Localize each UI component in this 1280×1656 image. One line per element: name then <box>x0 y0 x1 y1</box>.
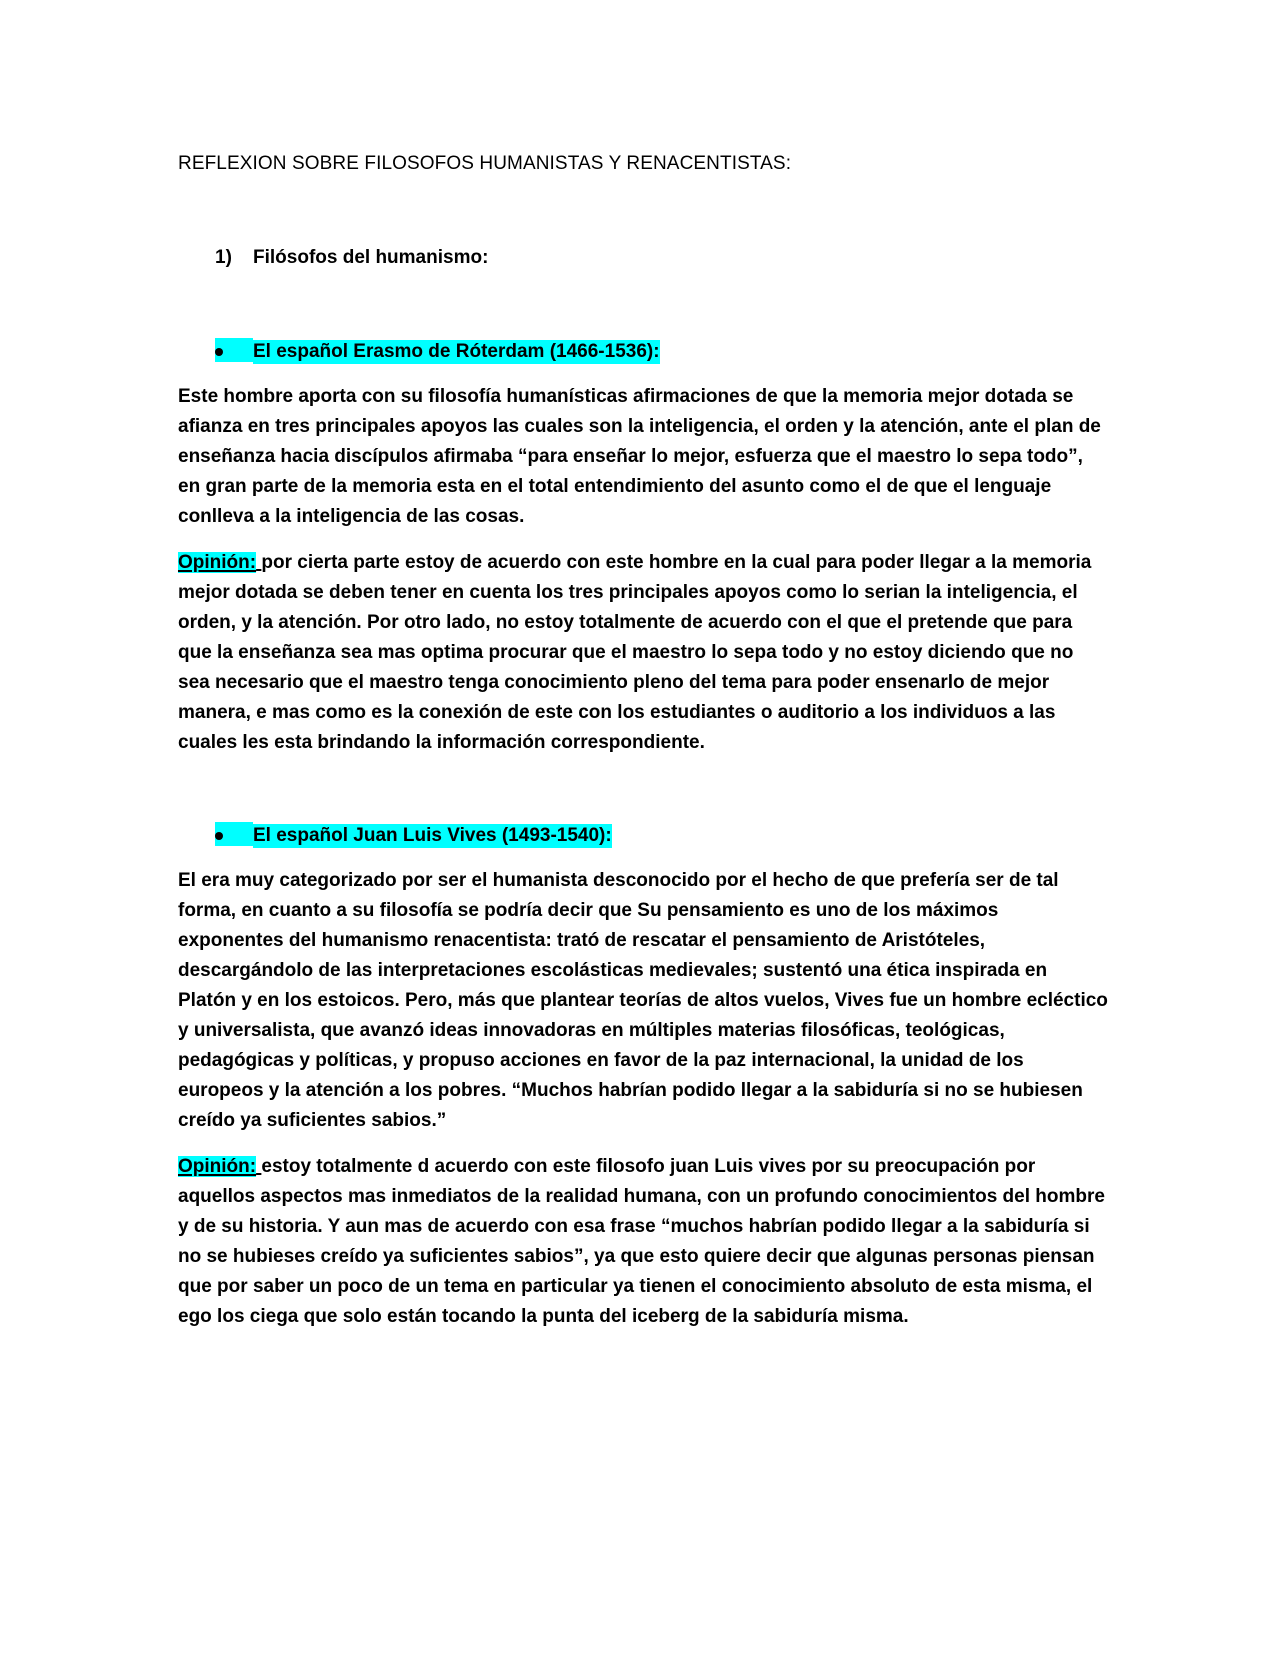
bullet-icon <box>215 832 223 840</box>
opinion-label: Opinión: <box>178 1156 257 1177</box>
document-body <box>178 150 1108 1332</box>
philosopher-heading-text: El español Erasmo de Róterdam (1466-1536): <box>253 341 660 362</box>
philosopher-paragraph: Este hombre aporta con su filosofía humanísticas afirmaciones de que la memoria mejor dotada se afianza en tres principales apoyos las cuales son la inteligencia, el orden y la atención, ante el plan de enseñanza hacia discípulos afirmaba “para enseñar lo mejor, esfuerza que el maestro lo sepa todo”, en gran parte de la memoria esta en el total entendimiento del asunto como el de que el lenguaje conlleva a la inteligencia de las cosas. <box>178 386 1101 527</box>
opinion-paragraph <box>178 548 1108 758</box>
section-number: 1) <box>215 247 232 268</box>
opinion-paragraph <box>178 1152 1108 1332</box>
philosopher-paragraph: El era muy categorizado por ser el humanista desconocido por el hecho de que prefería ser de tal forma, en cuanto a su filosofía se podría decir que Su pensamiento es uno de los máximos exponentes del humanismo renacentista: trató de rescatar el pensamiento de Aristóteles, descargándolo de las interpretaciones escolásticas medievales; sustentó una ética inspirada en Platón y en los estoicos. Pero, más que plantear teorías de altos vuelos, Vives fue un hombre ecléctico y universalista, que avanzó ideas innovadoras en múltiples materias filosóficas, teológicas, pedagógicas y políticas, y propuso acciones en favor de la paz internacional, la unidad de los europeos y la atención a los pobres. “Muchos habrían podido llegar a la sabiduría si no se hubiesen creído ya suficientes sabios.” <box>178 870 1108 1131</box>
document-title: REFLEXION SOBRE FILOSOFOS HUMANISTAS Y RENACENTISTAS: <box>178 153 792 174</box>
opinion-label: Opinión: <box>178 552 257 573</box>
bullet-icon <box>215 348 223 356</box>
opinion-text: estoy totalmente d acuerdo con este filosofo juan Luis vives por su preocupación por aquellos aspectos mas inmediatos de la realidad humana, con un profundo conocimientos del hombre y de su historia. Y aun mas de acuerdo con esa frase “muchos habrían podido llegar a la sabiduría si no se hubieses creído ya suficientes sabios”, ya que esto quiere decir que algunas personas piensan que por saber un poco de un tema en particular ya tienen el conocimiento absoluto de esta misma, el ego los ciega que solo están tocando la punta del iceberg de la sabiduría misma. <box>178 1156 1105 1327</box>
philosopher-heading-vives <box>178 822 1108 850</box>
opinion-text: por cierta parte estoy de acuerdo con este hombre en la cual para poder llegar a la memoria mejor dotada se deben tener en cuenta los tres principales apoyos como lo serian la inteligencia, el orden, y la atención. Por otro lado, no estoy totalmente de acuerdo con el que el pretende que para que la enseñanza sea mas optima procurar que el maestro lo sepa todo y no estoy diciendo que no sea necesario que el maestro tenga conocimiento pleno del tema para poder ensenarlo de mejor manera, e mas como es la conexión de este con los estudiantes o auditorio a los individuos a las cuales les esta brindando la información correspondiente. <box>178 552 1092 753</box>
philosopher-heading-erasmo <box>178 338 1108 366</box>
section-heading <box>178 244 1108 272</box>
philosopher-heading-text: El español Juan Luis Vives (1493-1540): <box>253 825 612 846</box>
section-title: Filósofos del humanismo: <box>253 247 489 268</box>
